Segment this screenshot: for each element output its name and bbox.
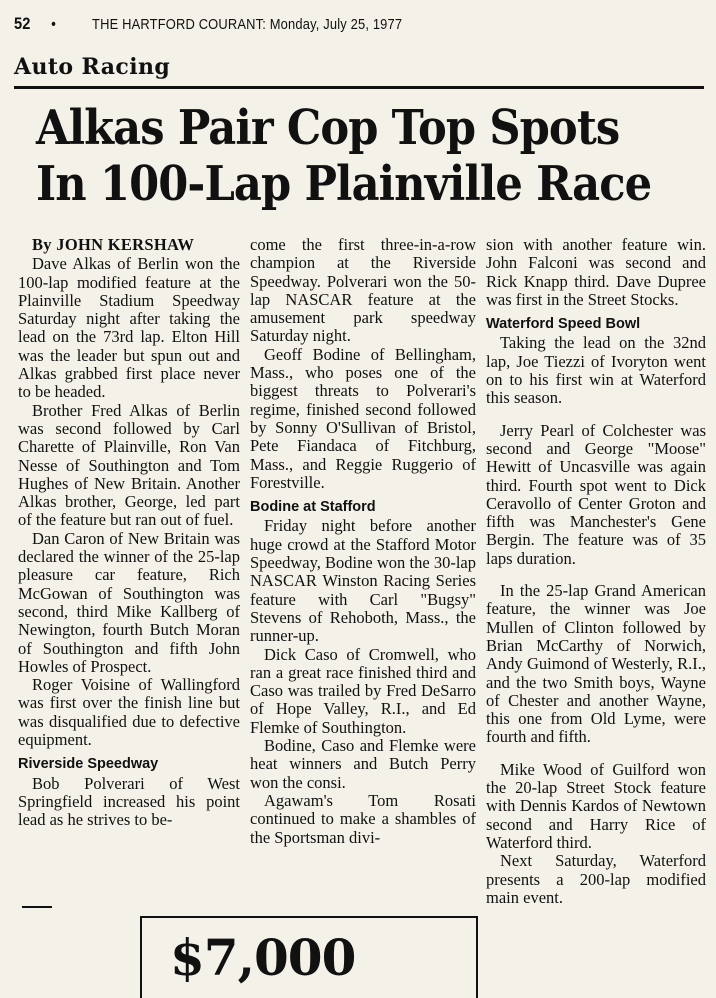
paragraph: Bob Polverari of West Springfield increased his point lead as he strives to be-	[18, 773, 240, 830]
paragraph: Mike Wood of Guilford won the 20-lap Street Stock feature with Dennis Kardos of Newtown second and Harry Rice of Waterford third.	[486, 759, 706, 852]
paragraph: Brother Fred Alkas of Berlin was second followed by Carl Charette of Plainville, Ron Van Nesse of Southington and Tom Hughes of New Britain. Another Alkas brother, George, led part of the feature but ran out of fuel.	[18, 400, 240, 530]
divider-rule	[22, 906, 52, 908]
paragraph: Taking the lead on the 32nd lap, Joe Tiezzi of Ivoryton went on to his first win at Waterford this season.	[486, 333, 706, 408]
paragraph: Roger Voisine of Wallingford was first over the finish line but was disqualified due to defective equipment.	[18, 675, 240, 750]
paragraph: Dave Alkas of Berlin won the 100-lap modified feature at the Plainville Stadium Speedway Saturday night after taking the lead on the 73rd lap. Elton Hill was the leader but spun out and Alkas grabbed first place never to be headed.	[18, 254, 240, 402]
paragraph-gap	[486, 408, 706, 422]
paragraph: Friday night before another huge crowd at the Stafford Motor Speedway, Bodine won the 30-lap NASCAR Winston Racing Series feature with Carl "Bugsy" Stevens of Rehoboth, Mass., the runner-up.	[250, 516, 476, 646]
subhead-waterford: Waterford Speed Bowl	[486, 316, 641, 333]
article-column-3	[486, 236, 706, 907]
paragraph-gap	[486, 747, 706, 761]
page-number: 52	[14, 14, 31, 33]
section-rule	[14, 86, 704, 89]
paragraph: Jerry Pearl of Colchester was second and George "Moose" Hewitt of Uncasville was again third. Fourth spot went to Dick Ceravollo of Center Groton and fifth was Manchester's Gene Bergin. The feature was of 35 laps duration.	[486, 420, 706, 568]
paragraph: Dick Caso of Cromwell, who ran a great race finished third and Caso was trailed by Fred DeSarro of Hope Valley, R.I., and Ed Flemke of Southington.	[250, 644, 476, 737]
headline-line-2: In 100-Lap Plainville Race	[36, 156, 652, 212]
paragraph: Bodine, Caso and Flemke were heat winners and Butch Perry won the consi.	[250, 736, 476, 792]
subhead-stafford: Bodine at Stafford	[250, 499, 376, 516]
folio-dot: •	[51, 16, 56, 33]
paragraph: Geoff Bodine of Bellingham, Mass., who poses one of the biggest threats to Polverari's regime, finished second followed by Sonny O'Sullivan of Bristol, Pete Fiandaca of Fitchburg, Mass., and Reggie Ruggerio of Forestville.	[250, 344, 476, 492]
section-label: Auto Racing	[14, 54, 171, 80]
paragraph: Agawam's Tom Rosati continued to make a shambles of the Sportsman divi-	[250, 790, 476, 847]
subhead-riverside: Riverside Speedway	[18, 756, 159, 773]
paragraph: come the first three-in-a-row champion at the Riverside Speedway. Polverari won the 50-lap NASCAR feature at the amusement park speedway Saturday night.	[250, 235, 476, 346]
paragraph: Next Saturday, Waterford presents a 200-lap modified main event.	[486, 851, 706, 907]
paragraph: In the 25-lap Grand American feature, the winner was Joe Mullen of Clinton followed by Brian McCarthy of Norwich, Andy Guimond of Westerly, R.I., and the two Smith boys, Wayne of Chester and another Wayne, this one from Old Lyme, were fourth and fifth.	[486, 581, 706, 747]
headline	[36, 100, 652, 212]
paragraph-gap	[486, 568, 706, 582]
headline-line-1: Alkas Pair Cop Top Spots	[36, 100, 620, 156]
masthead-line	[14, 14, 607, 42]
paragraph: sion with another feature win. John Falconi was second and Rick Knapp third. Dave Dupree was first in the Street Stocks.	[486, 235, 706, 309]
byline: By JOHN KERSHAW	[32, 235, 195, 254]
newspaper-date: THE HARTFORD COURANT: Monday, July 25, 1977	[92, 16, 403, 33]
article-column-2	[250, 236, 476, 847]
advertisement-amount: $7,000	[170, 928, 356, 987]
article-column-1	[18, 236, 240, 830]
paragraph: Dan Caron of New Britain was declared the winner of the 25-lap pleasure car feature, Rich McGowan of Southington was second, third Mike Kallberg of Newington, fourth Butch Moran of Southington and fifth John Howles of Prospect.	[18, 528, 240, 676]
